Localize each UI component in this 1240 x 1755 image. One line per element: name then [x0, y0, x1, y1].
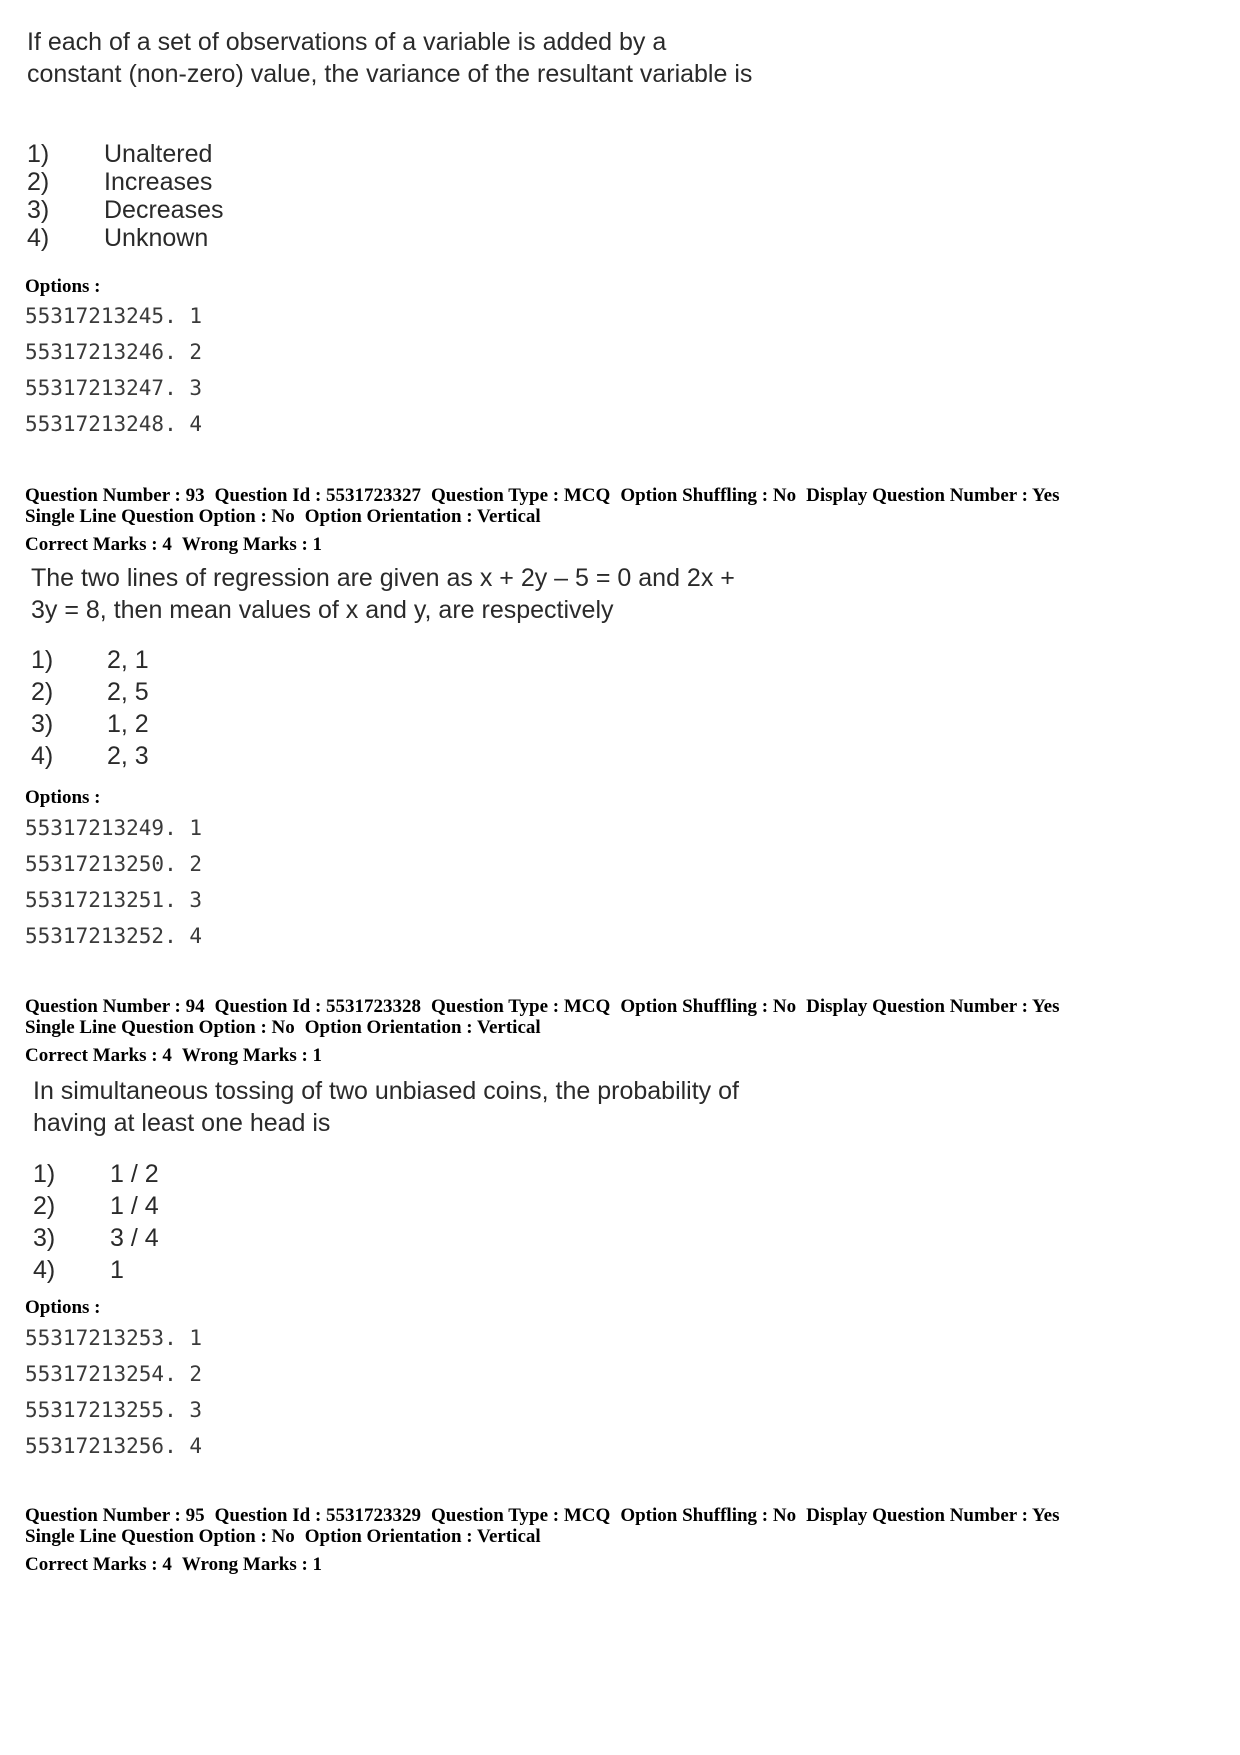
options-label: Options : — [25, 787, 101, 808]
option-orientation: Option Orientation : Vertical — [304, 506, 541, 527]
question-93-meta-line-2 — [25, 506, 541, 527]
question-number: Question Number : 93 — [25, 485, 205, 506]
choice-text: 2, 1 — [107, 646, 149, 674]
option-id: 55317213245. 1 — [25, 304, 203, 328]
question-94-choice-1 — [33, 1158, 333, 1190]
correct-marks: Correct Marks : 4 — [25, 1554, 172, 1575]
choice-number: 3) — [33, 1224, 56, 1252]
question-id: Question Id : 5531723327 — [214, 485, 422, 506]
question-94-meta-line-2 — [25, 1017, 541, 1038]
option-id: 55317213248. 4 — [25, 412, 203, 436]
question-93-choice-2 — [31, 676, 331, 708]
question-93-choice-1 — [31, 644, 331, 676]
option-id: 55317213250. 2 — [25, 852, 203, 876]
correct-marks: Correct Marks : 4 — [25, 534, 172, 555]
wrong-marks: Wrong Marks : 1 — [181, 1045, 323, 1066]
question-number: Question Number : 94 — [25, 996, 205, 1017]
choice-number: 3) — [31, 710, 54, 738]
question-93-meta-line-1 — [25, 485, 1059, 506]
option-id: 55317213252. 4 — [25, 924, 203, 948]
question-94-choice-2 — [33, 1190, 333, 1222]
question-type: Question Type : MCQ — [431, 485, 611, 506]
option-id: 55317213246. 2 — [25, 340, 203, 364]
question-93-text: The two lines of regression are given as x + 2y – 5 = 0 and 2x + 3y = 8, then mean values of x and y, are respectively — [31, 564, 735, 624]
option-orientation: Option Orientation : Vertical — [304, 1017, 541, 1038]
option-id: 55317213251. 3 — [25, 888, 203, 912]
choice-text: Unaltered — [104, 140, 213, 168]
question-94-choice-4 — [33, 1254, 333, 1286]
options-label: Options : — [25, 276, 101, 297]
choice-number: 4) — [33, 1256, 56, 1284]
choice-text: 2, 5 — [107, 678, 149, 706]
choice-number: 3) — [27, 196, 50, 224]
choice-text: 2, 3 — [107, 742, 149, 770]
choice-number: 2) — [33, 1192, 56, 1220]
question-93-marks — [25, 534, 322, 555]
question-id: Question Id : 5531723329 — [214, 1505, 422, 1526]
option-shuffling: Option Shuffling : No — [620, 485, 797, 506]
single-line-question-option: Single Line Question Option : No — [25, 506, 295, 527]
choice-number: 1) — [27, 140, 50, 168]
option-shuffling: Option Shuffling : No — [620, 996, 797, 1017]
display-question-number: Display Question Number : Yes — [806, 485, 1060, 506]
question-93-choice-3 — [31, 708, 331, 740]
question-95-meta-line-1 — [25, 1505, 1059, 1526]
question-94-marks — [25, 1045, 322, 1066]
option-orientation: Option Orientation : Vertical — [304, 1526, 541, 1547]
question-92-choice-4 — [27, 222, 327, 254]
option-id: 55317213256. 4 — [25, 1434, 203, 1458]
question-type: Question Type : MCQ — [431, 1505, 611, 1526]
choice-text: Unknown — [104, 224, 209, 252]
choice-text: 1 / 2 — [110, 1160, 159, 1188]
choice-text: 1 — [110, 1256, 124, 1284]
option-id: 55317213249. 1 — [25, 816, 203, 840]
choice-text: 1 / 4 — [110, 1192, 159, 1220]
question-94-text: In simultaneous tossing of two unbiased coins, the probability of having at least one head is — [33, 1077, 739, 1137]
choice-text: 3 / 4 — [110, 1224, 159, 1252]
option-id: 55317213253. 1 — [25, 1326, 203, 1350]
question-92-text: If each of a set of observations of a variable is added by a constant (non-zero) value, the variance of the resultant variable is — [27, 28, 753, 88]
correct-marks: Correct Marks : 4 — [25, 1045, 172, 1066]
option-id: 55317213247. 3 — [25, 376, 203, 400]
question-94-meta-line-1 — [25, 996, 1059, 1017]
choice-number: 1) — [31, 646, 54, 674]
options-label: Options : — [25, 1297, 101, 1318]
choice-text: 1, 2 — [107, 710, 149, 738]
choice-number: 2) — [27, 168, 50, 196]
single-line-question-option: Single Line Question Option : No — [25, 1017, 295, 1038]
question-95-meta-line-2 — [25, 1526, 541, 1547]
question-93-choice-4 — [31, 740, 331, 772]
question-number: Question Number : 95 — [25, 1505, 205, 1526]
question-type: Question Type : MCQ — [431, 996, 611, 1017]
choice-number: 4) — [31, 742, 54, 770]
display-question-number: Display Question Number : Yes — [806, 1505, 1060, 1526]
question-94-choice-3 — [33, 1222, 333, 1254]
display-question-number: Display Question Number : Yes — [806, 996, 1060, 1017]
single-line-question-option: Single Line Question Option : No — [25, 1526, 295, 1547]
choice-text: Increases — [104, 168, 213, 196]
question-95-marks — [25, 1554, 322, 1575]
choice-number: 1) — [33, 1160, 56, 1188]
option-shuffling: Option Shuffling : No — [620, 1505, 797, 1526]
option-id: 55317213255. 3 — [25, 1398, 203, 1422]
wrong-marks: Wrong Marks : 1 — [181, 534, 323, 555]
question-id: Question Id : 5531723328 — [214, 996, 422, 1017]
choice-number: 2) — [31, 678, 54, 706]
wrong-marks: Wrong Marks : 1 — [181, 1554, 323, 1575]
choice-number: 4) — [27, 224, 50, 252]
choice-text: Decreases — [104, 196, 224, 224]
option-id: 55317213254. 2 — [25, 1362, 203, 1386]
